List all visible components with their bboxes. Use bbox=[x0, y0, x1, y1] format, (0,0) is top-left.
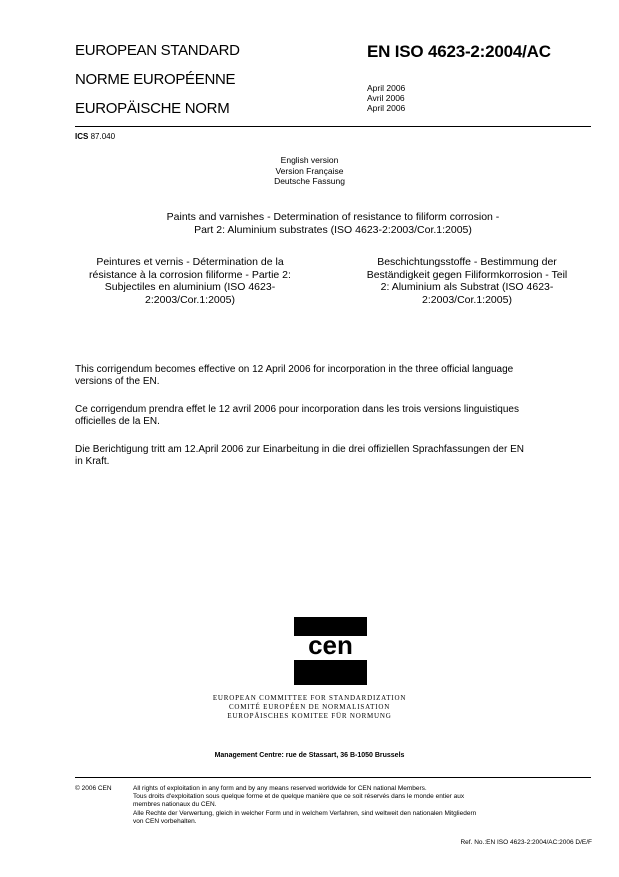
rights-notice bbox=[133, 785, 593, 826]
version-fr: Version Française bbox=[275, 165, 344, 176]
paragraph-en bbox=[75, 364, 597, 388]
committee-fr: COMITÉ EUROPÉEN DE NORMALISATION bbox=[228, 703, 391, 711]
title-de-line: 2:2003/Cor.1:2005) bbox=[422, 293, 512, 306]
paragraph-line: in Kraft. bbox=[75, 456, 110, 467]
title-english bbox=[75, 211, 591, 237]
title-fr-line: Peintures et vernis - Détermination de la bbox=[96, 256, 284, 268]
header-rule bbox=[75, 126, 591, 127]
title-de-line: 2: Aluminium als Substrat (ISO 4623- bbox=[380, 281, 554, 293]
cen-logo-icon bbox=[294, 617, 367, 685]
committee-names bbox=[0, 694, 619, 721]
committee-de: EUROPÄISCHES KOMITEE FÜR NORMUNG bbox=[227, 712, 392, 720]
title-en-line: Paints and varnishes - Determination of resistance to filiform corrosion - bbox=[166, 211, 500, 223]
reference-number: Ref. No.:EN ISO 4623-2:2004/AC:2006 D/E/F bbox=[460, 839, 592, 846]
document-number: EN ISO 4623-2:2004/AC bbox=[367, 42, 551, 61]
title-de-line: Beständigkeit gegen Filiformkorrosion - Teil bbox=[366, 268, 568, 281]
title-en-line: Part 2: Aluminium substrates (ISO 4623-2:2003/Cor.1:2005) bbox=[194, 224, 472, 236]
rights-line: Alle Rechte der Verwertung, gleich in welcher Form und in welchem Verfahren, sind weltweit den nationalen Mitgliedern bbox=[133, 809, 477, 817]
title-fr-line: Subjectiles en aluminium (ISO 4623- bbox=[104, 281, 276, 293]
paragraph-line: officielles de la EN. bbox=[75, 416, 160, 427]
paragraph-line: versions of the EN. bbox=[75, 376, 160, 387]
date-de: April 2006 bbox=[367, 103, 406, 113]
cen-logo-text: cen bbox=[308, 630, 353, 660]
language-versions bbox=[0, 155, 619, 187]
paragraph-line: This corrigendum becomes effective on 12 April 2006 for incorporation in the three official language bbox=[75, 364, 514, 375]
version-de: Deutsche Fassung bbox=[274, 176, 345, 186]
standard-title-fr: NORME EUROPÉENNE bbox=[75, 71, 236, 88]
standard-title-en: EUROPEAN STANDARD bbox=[75, 42, 240, 59]
date-en: April 2006 bbox=[367, 83, 406, 93]
rights-line: von CEN vorbehalten. bbox=[133, 817, 197, 825]
paragraph-line: Die Berichtigung tritt am 12.April 2006 zur Einarbeitung in die drei offiziellen Sprachfassungen der EN bbox=[75, 444, 524, 455]
title-fr-line: 2:2003/Cor.1:2005) bbox=[145, 293, 235, 306]
committee-en: EUROPEAN COMMITTEE FOR STANDARDIZATION bbox=[212, 694, 407, 702]
ics-label: ICS bbox=[75, 132, 89, 141]
rights-line: Tous droits d'exploitation sous quelque forme et de quelque manière que ce soit réservés dans le monde entier aux bbox=[133, 793, 465, 801]
ics-code bbox=[75, 132, 115, 141]
cen-logo-graphic bbox=[294, 617, 367, 685]
management-centre: Management Centre: rue de Stassart, 36 B-1050 Brussels bbox=[214, 752, 405, 759]
date-fr: Avril 2006 bbox=[367, 93, 405, 103]
copyright: © 2006 CEN bbox=[75, 785, 112, 792]
title-de-line: Beschichtungsstoffe - Bestimmung der bbox=[377, 256, 557, 268]
title-german bbox=[339, 256, 595, 306]
paragraph-fr bbox=[75, 404, 597, 428]
footer-rule bbox=[75, 777, 591, 778]
version-en: English version bbox=[280, 155, 339, 165]
rights-line: All rights of exploitation in any form and by any means reserved worldwide for CEN national Members. bbox=[133, 785, 427, 792]
title-fr-line: résistance à la corrosion filiforme - Partie 2: bbox=[89, 268, 291, 281]
ics-value: 87.040 bbox=[90, 132, 116, 141]
title-french bbox=[72, 256, 308, 306]
standard-title-de: EUROPÄISCHE NORM bbox=[75, 100, 230, 117]
paragraph-de bbox=[75, 444, 597, 468]
rights-line: membres nationaux du CEN. bbox=[133, 801, 217, 809]
paragraph-line: Ce corrigendum prendra effet le 12 avril 2006 pour incorporation dans les trois versions linguistiques bbox=[75, 404, 519, 415]
